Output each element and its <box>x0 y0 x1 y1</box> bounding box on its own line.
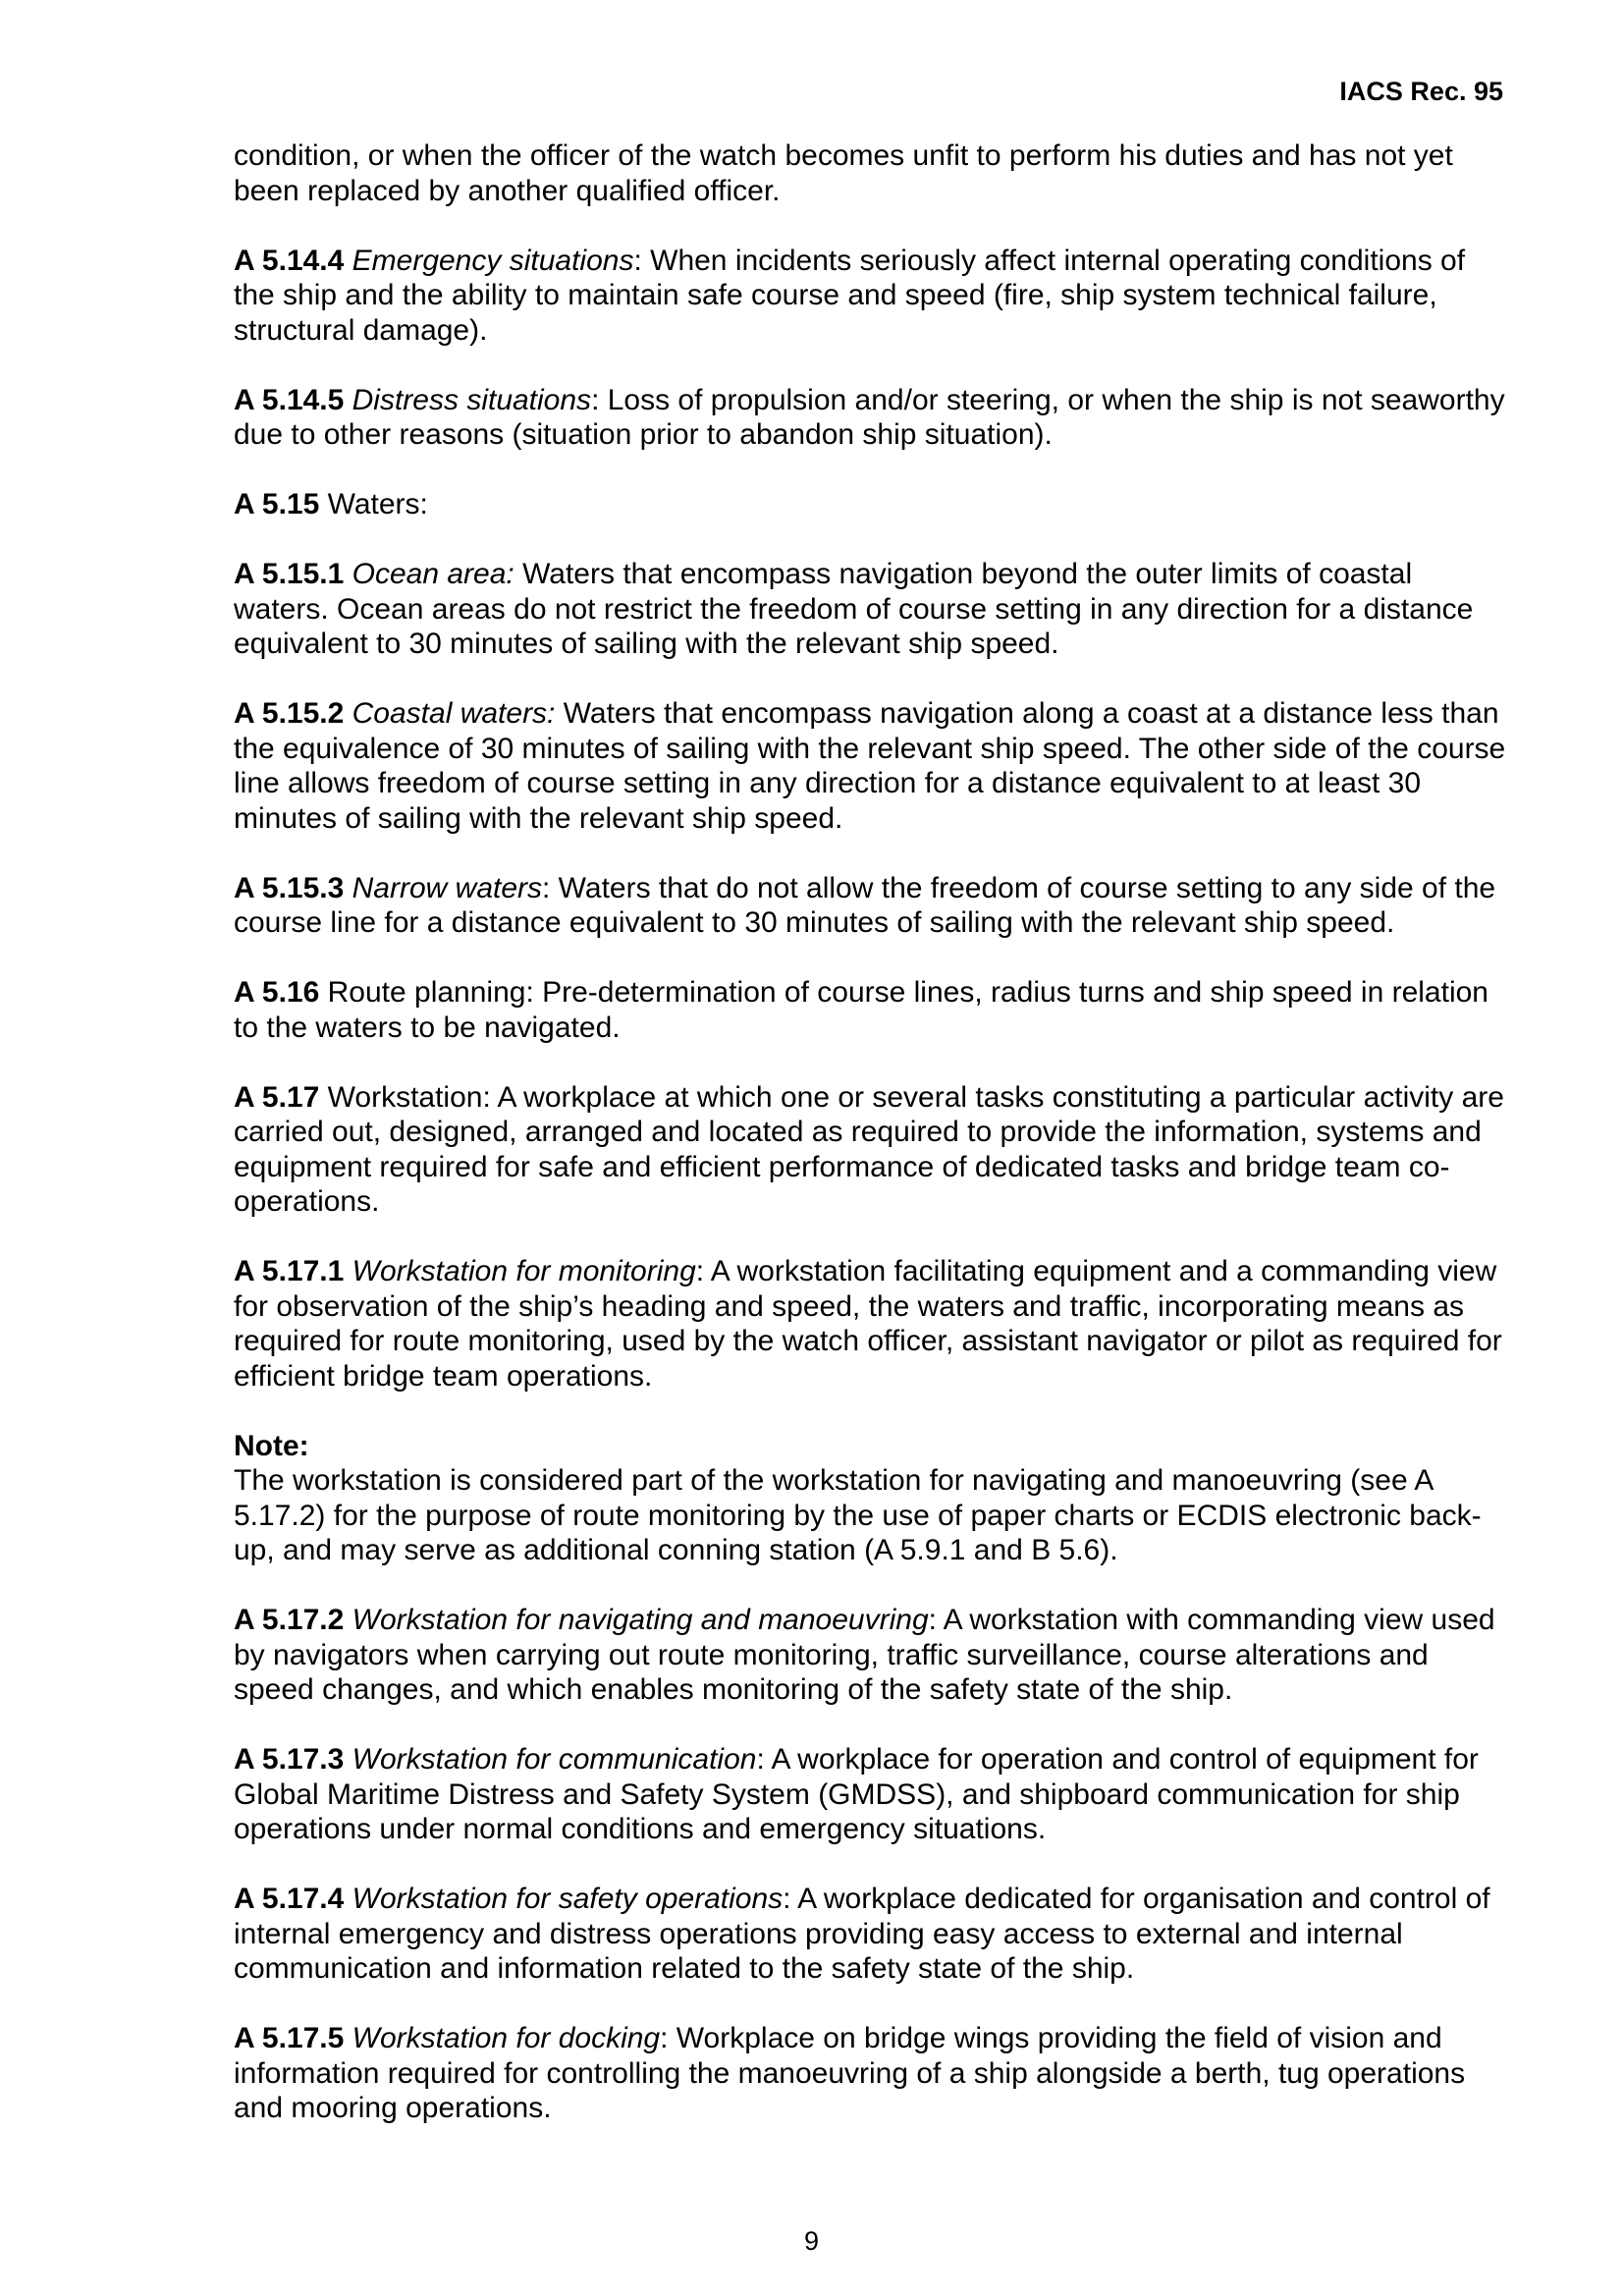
definition-text: : A workplace dedicated for organisation and control of internal emergency and distress operations providing easy access to external and internal communication and information related to the safety state of the ship. <box>234 1883 1490 1985</box>
definitions-section-2 <box>234 1603 1510 2126</box>
definition-paragraph <box>234 2021 1510 2126</box>
defined-term: Workstation for docking <box>352 2022 661 2054</box>
clause-number: A 5.17.3 <box>234 1743 345 1776</box>
definition-paragraph <box>234 1254 1510 1394</box>
clause-number: A 5.14.4 <box>234 244 345 277</box>
defined-term: Workstation for safety operations <box>352 1883 784 1915</box>
defined-term: Emergency situations <box>352 244 634 277</box>
page-number: 9 <box>803 2226 820 2256</box>
definition-text: : A workstation with commanding view used by navigators when carrying out route monitoring, traffic surveillance, course alterations and speed changes, and which enables monitoring of the safety state of the ship. <box>234 1604 1495 1706</box>
clause-number: A 5.17.4 <box>234 1883 345 1915</box>
document-header: IACS Rec. 95 <box>1339 77 1503 106</box>
definition-paragraph <box>234 1742 1510 1847</box>
clause-number: A 5.14.5 <box>234 383 345 416</box>
intro-paragraph: condition, or when the officer of the watch becomes unfit to perform his duties and has not yet been replaced by another qualified officer. <box>234 139 1453 207</box>
defined-term: Workstation for communication <box>352 1743 757 1776</box>
definition-text: : Waters that do not allow the freedom of course setting to any side of the course line for a distance equivalent to 30 minutes of sailing with the relevant ship speed. <box>234 871 1496 939</box>
note-text: The workstation is considered part of the workstation for navigating and manoeuvring (see A 5.17.2) for the purpose of route monitoring by the use of paper charts or ECDIS electronic back-up, and may serve as additional conning station (A 5.9.1 and B 5.6). <box>234 1464 1482 1566</box>
clause-number: A 5.17.5 <box>234 2022 345 2054</box>
definition-text: Workstation: A workplace at which one or several tasks constituting a particular activity are carried out, designed, arranged and located as required to provide the information, systems and equipment required for safe and efficient performance of dedicated tasks and bridge team co-operations. <box>234 1080 1504 1218</box>
definition-paragraph <box>234 1603 1510 1708</box>
definitions-section-1 <box>234 244 1510 1394</box>
definition-paragraph <box>234 557 1510 662</box>
note-block <box>234 1429 1510 1568</box>
definition-text: : Workplace on bridge wings providing the field of vision and information required for controlling the manoeuvring of a ship alongside a berth, tug operations and mooring operations. <box>234 2022 1466 2124</box>
clause-number: A 5.15.3 <box>234 871 345 904</box>
definition-paragraph <box>234 975 1510 1045</box>
defined-term: Coastal waters: <box>352 697 556 730</box>
definition-text: : A workstation facilitating equipment and a commanding view for observation of the ship’s heading and speed, the waters and traffic, incorporating means as required for route monitoring, used by the watch officer, assistant navigator or pilot as required for efficient bridge team operations. <box>234 1255 1502 1393</box>
definition-paragraph <box>234 696 1510 836</box>
definition-text: Waters that encompass navigation beyond the outer limits of coastal waters. Ocean areas do not restrict the freedom of course setting in any direction for a distance equivalent to 30 minutes of sailing with the relevant ship speed. <box>234 558 1474 660</box>
definition-paragraph <box>234 1882 1510 1987</box>
definition-text: : When incidents seriously affect internal operating conditions of the ship and the ability to maintain safe course and speed (fire, ship system technical failure, structural damage). <box>234 244 1466 347</box>
document-body <box>234 138 1510 2160</box>
definition-text: : Loss of propulsion and/or steering, or when the ship is not seaworthy due to other reasons (situation prior to abandon ship situation). <box>234 383 1505 451</box>
note-label: Note: <box>234 1429 309 1462</box>
definition-paragraph <box>234 487 1510 522</box>
definition-paragraph <box>234 1080 1510 1220</box>
clause-number: A 5.15.1 <box>234 558 345 590</box>
clause-number: A 5.17 <box>234 1080 320 1114</box>
defined-term: Distress situations <box>352 383 592 416</box>
clause-number: A 5.15 <box>234 488 320 520</box>
defined-term: Narrow waters <box>352 871 543 904</box>
clause-number: A 5.16 <box>234 976 320 1009</box>
definition-text: Waters: <box>327 488 428 520</box>
clause-number: A 5.17.2 <box>234 1604 345 1636</box>
clause-number: A 5.15.2 <box>234 697 345 730</box>
definition-paragraph <box>234 383 1510 453</box>
definition-paragraph <box>234 244 1510 349</box>
definition-text: : A workplace for operation and control of equipment for Global Maritime Distress and Safety System (GMDSS), and shipboard communication for ship operations under normal conditions and emergency situations. <box>234 1743 1479 1845</box>
clause-number: A 5.17.1 <box>234 1255 345 1287</box>
definition-text: Waters that encompass navigation along a coast at a distance less than the equivalence of 30 minutes of sailing with the relevant ship speed. The other side of the course line allows freedom of course setting in any direction for a distance equivalent to at least 30 minutes of sailing with the relevant ship speed. <box>234 697 1506 835</box>
definition-paragraph <box>234 871 1510 941</box>
defined-term: Ocean area: <box>352 558 514 590</box>
definition-text: Route planning: Pre-determination of course lines, radius turns and ship speed in relation to the waters to be navigated. <box>234 976 1488 1044</box>
defined-term: Workstation for navigating and manoeuvring <box>352 1604 929 1636</box>
defined-term: Workstation for monitoring <box>352 1255 696 1287</box>
